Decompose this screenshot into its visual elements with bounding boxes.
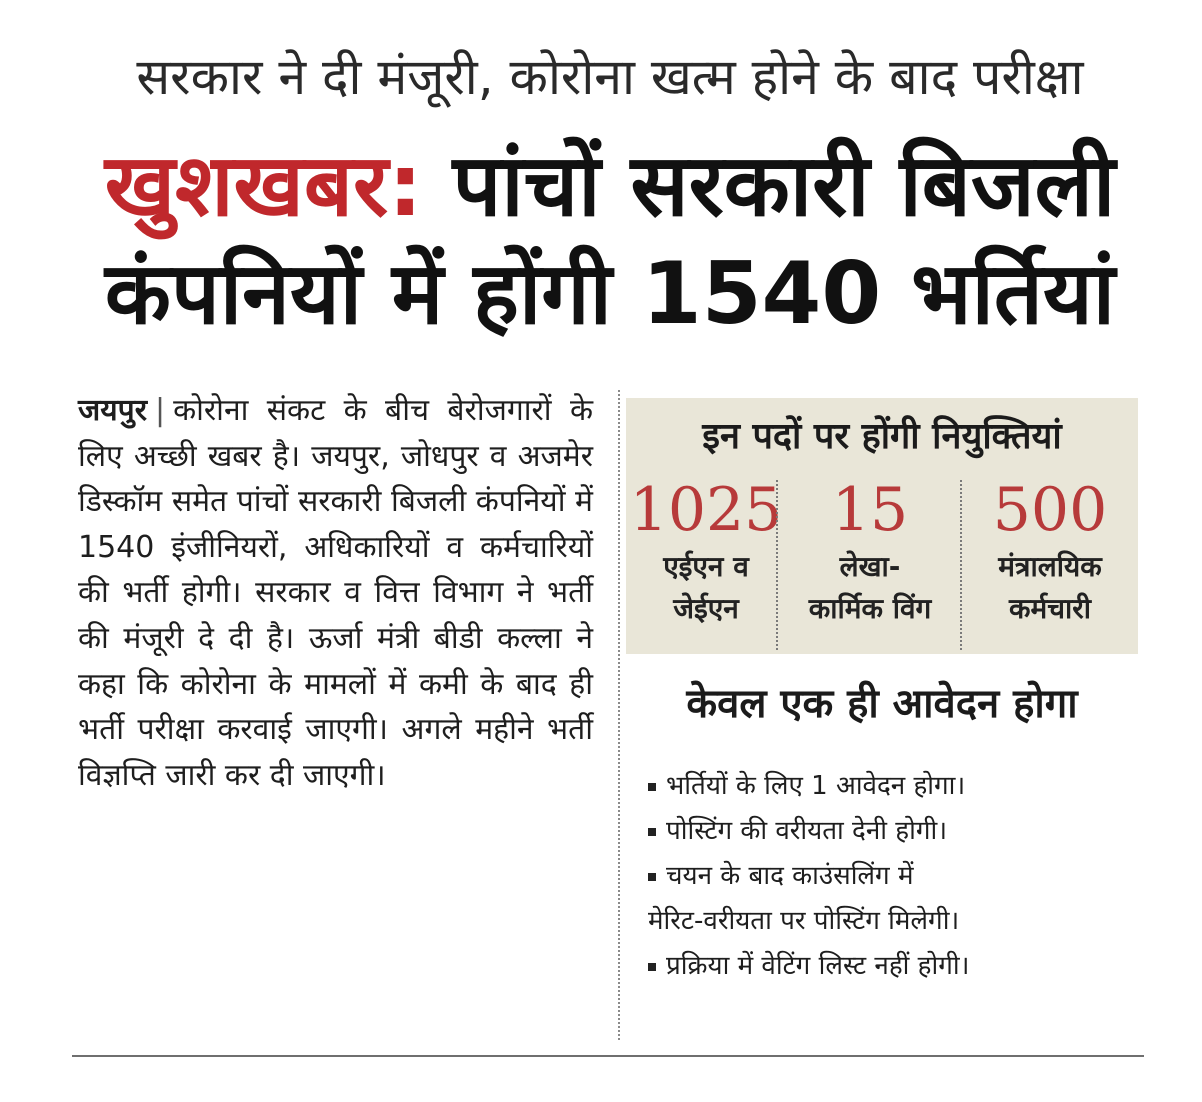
bullet-item (648, 944, 1138, 989)
bullet-item (648, 809, 1138, 854)
application-title: केवल एक ही आवेदन होगा (686, 681, 1078, 727)
bullet-item (648, 764, 1138, 809)
headline-tag: खुशखबर: (104, 136, 423, 236)
post-label-line-1: लेखा- (839, 550, 901, 583)
post-count: 1025 (629, 475, 783, 545)
bullet-text: पोस्टिंग की वरीयता देनी होगी। (666, 816, 948, 846)
story-text: कोरोना संकट के बीच बेरोजगारों के लिए अच्छी खबर है। जयपुर, जोधपुर व अजमेर डिस्कॉम समेत पांचों सरकारी बिजली कंपनियों में 1540 इंजीनियरों, अधिकारियों व कर्मचारियों की भर्ती होगी। सरकार व वित्त विभाग ने भर्ती की मंजूरी दे दी है। ऊर्जा मंत्री बीडी कल्ला ने कहा कि कोरोना के मामलों में कमी के बाद ही भर्ती परीक्षा करवाई जाएगी। अगले महीने भर्ती विज्ञप्ति जारी कर दी जाएगी। (78, 393, 593, 793)
dateline: जयपुर (78, 393, 147, 428)
post-label-line-2: कार्मिक विंग (808, 592, 932, 625)
bullet-text: भर्तियों के लिए 1 आवेदन होगा। (666, 771, 966, 801)
bullet-text: प्रक्रिया में वेटिंग लिस्ट नहीं होगी। (666, 951, 970, 981)
headline-line-1 (70, 132, 1150, 240)
post-item-aen-jen (626, 474, 786, 630)
post-item-accounts (778, 474, 962, 630)
posts-box-title: इन पदों पर होंगी नियुक्तियां (702, 416, 1062, 457)
bullet-text: चयन के बाद काउंसलिंग में (666, 861, 914, 891)
post-label-line-1: मंत्रालयिक (998, 550, 1102, 583)
post-label-line-2: कर्मचारी (1009, 592, 1091, 625)
post-label-line-1: एईएन व (663, 550, 749, 583)
bullet-square-icon (648, 963, 656, 971)
posts-box (626, 398, 1138, 654)
kicker-headline: सरकार ने दी मंजूरी, कोरोना खत्म होने के बाद परीक्षा (136, 48, 1084, 106)
bullet-continuation (648, 899, 1138, 944)
column-divider (618, 390, 620, 1040)
post-label-line-2: जेईएन (673, 592, 739, 625)
headline-line-2: कंपनियों में होंगी 1540 भर्तियां (104, 244, 1116, 344)
story-body (78, 388, 593, 798)
headline-line-1-text: पांचों सरकारी बिजली (422, 136, 1116, 236)
bullet-square-icon (648, 873, 656, 881)
application-bullets (648, 764, 1138, 989)
bullet-square-icon (648, 828, 656, 836)
bullet-item (648, 854, 1138, 899)
dateline-separator: | (154, 393, 166, 428)
bullet-text: मेरिट-वरीयता पर पोस्टिंग मिलेगी। (648, 906, 960, 936)
post-count: 15 (831, 475, 909, 545)
post-item-ministerial (962, 474, 1138, 630)
main-headline (70, 132, 1150, 348)
bullet-square-icon (648, 783, 656, 791)
bottom-rule (72, 1055, 1144, 1057)
post-count: 500 (992, 475, 1108, 545)
